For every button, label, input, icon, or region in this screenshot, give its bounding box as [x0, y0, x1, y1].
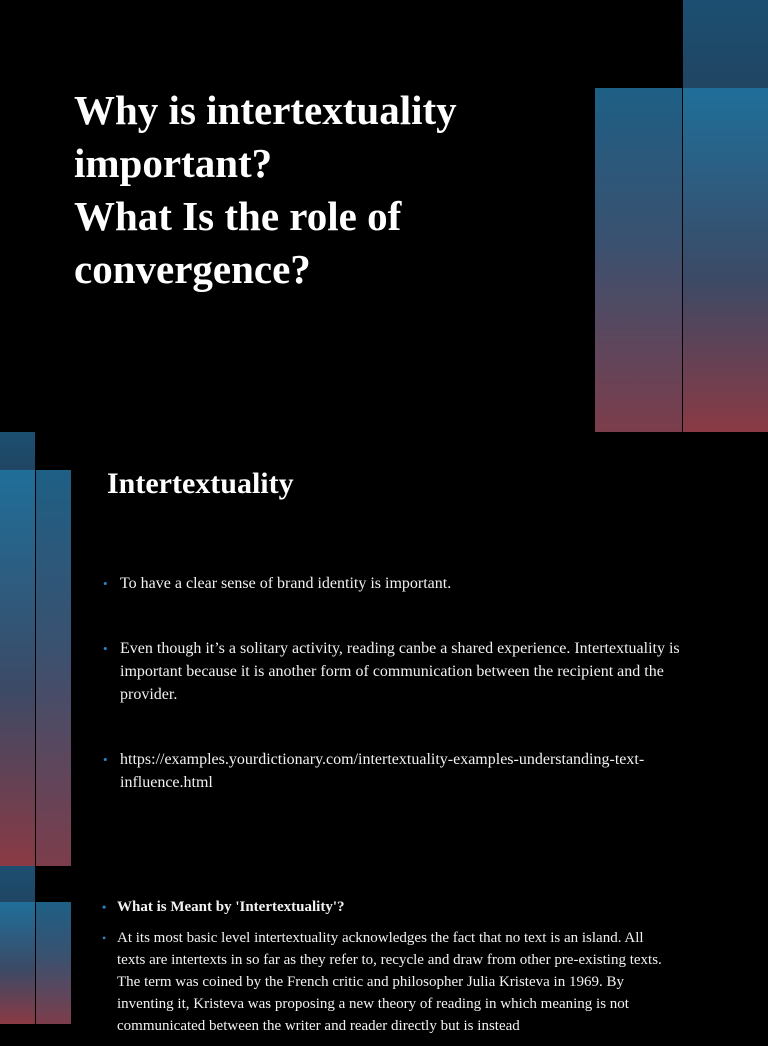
intertextuality-slide — [0, 432, 768, 866]
title-slide — [0, 0, 768, 432]
title-line: important? — [74, 140, 273, 186]
decorative-bar — [0, 470, 35, 866]
decorative-bar — [595, 88, 682, 432]
decorative-bar — [0, 432, 35, 470]
slide-title — [74, 84, 574, 296]
decorative-bar — [683, 88, 768, 432]
bullet-heading: • What is Meant by 'Intertextuality'? — [102, 896, 672, 918]
slide-title: Intertextuality — [107, 467, 294, 500]
definition-slide — [0, 866, 768, 1034]
bullet-list — [103, 572, 703, 836]
bullet-list — [102, 896, 672, 1046]
bullet-item: • Even though it’s a solitary activity, reading canbe a shared experience. Intertextuality is important because it is another form of communication between the recipient and the provider. — [103, 637, 703, 706]
decorative-bar — [36, 902, 71, 1024]
decorative-bar — [683, 0, 768, 88]
title-line: Why is intertextuality — [74, 87, 457, 133]
decorative-bar — [0, 866, 35, 902]
bullet-item: • To have a clear sense of brand identity is important. — [103, 572, 703, 595]
bullet-item-link[interactable]: • https://examples.yourdictionary.com/intertextuality-examples-understanding-text-influence.html — [103, 748, 703, 794]
bullet-item: • At its most basic level intertextuality acknowledges the fact that no text is an island. All texts are intertexts in so far as they refer to, recycle and draw from other pre-existing texts. The term was coined by the French critic and philosopher Julia Kristeva in 1969. By inventing it, Kristeva was proposing a new theory of reading in which meaning is not communicated between the writer and reader directly but is instead — [102, 927, 672, 1037]
decorative-bar — [0, 902, 35, 1024]
decorative-bar — [36, 470, 71, 866]
title-line: What Is the role of — [74, 193, 402, 239]
title-line: convergence? — [74, 246, 311, 292]
